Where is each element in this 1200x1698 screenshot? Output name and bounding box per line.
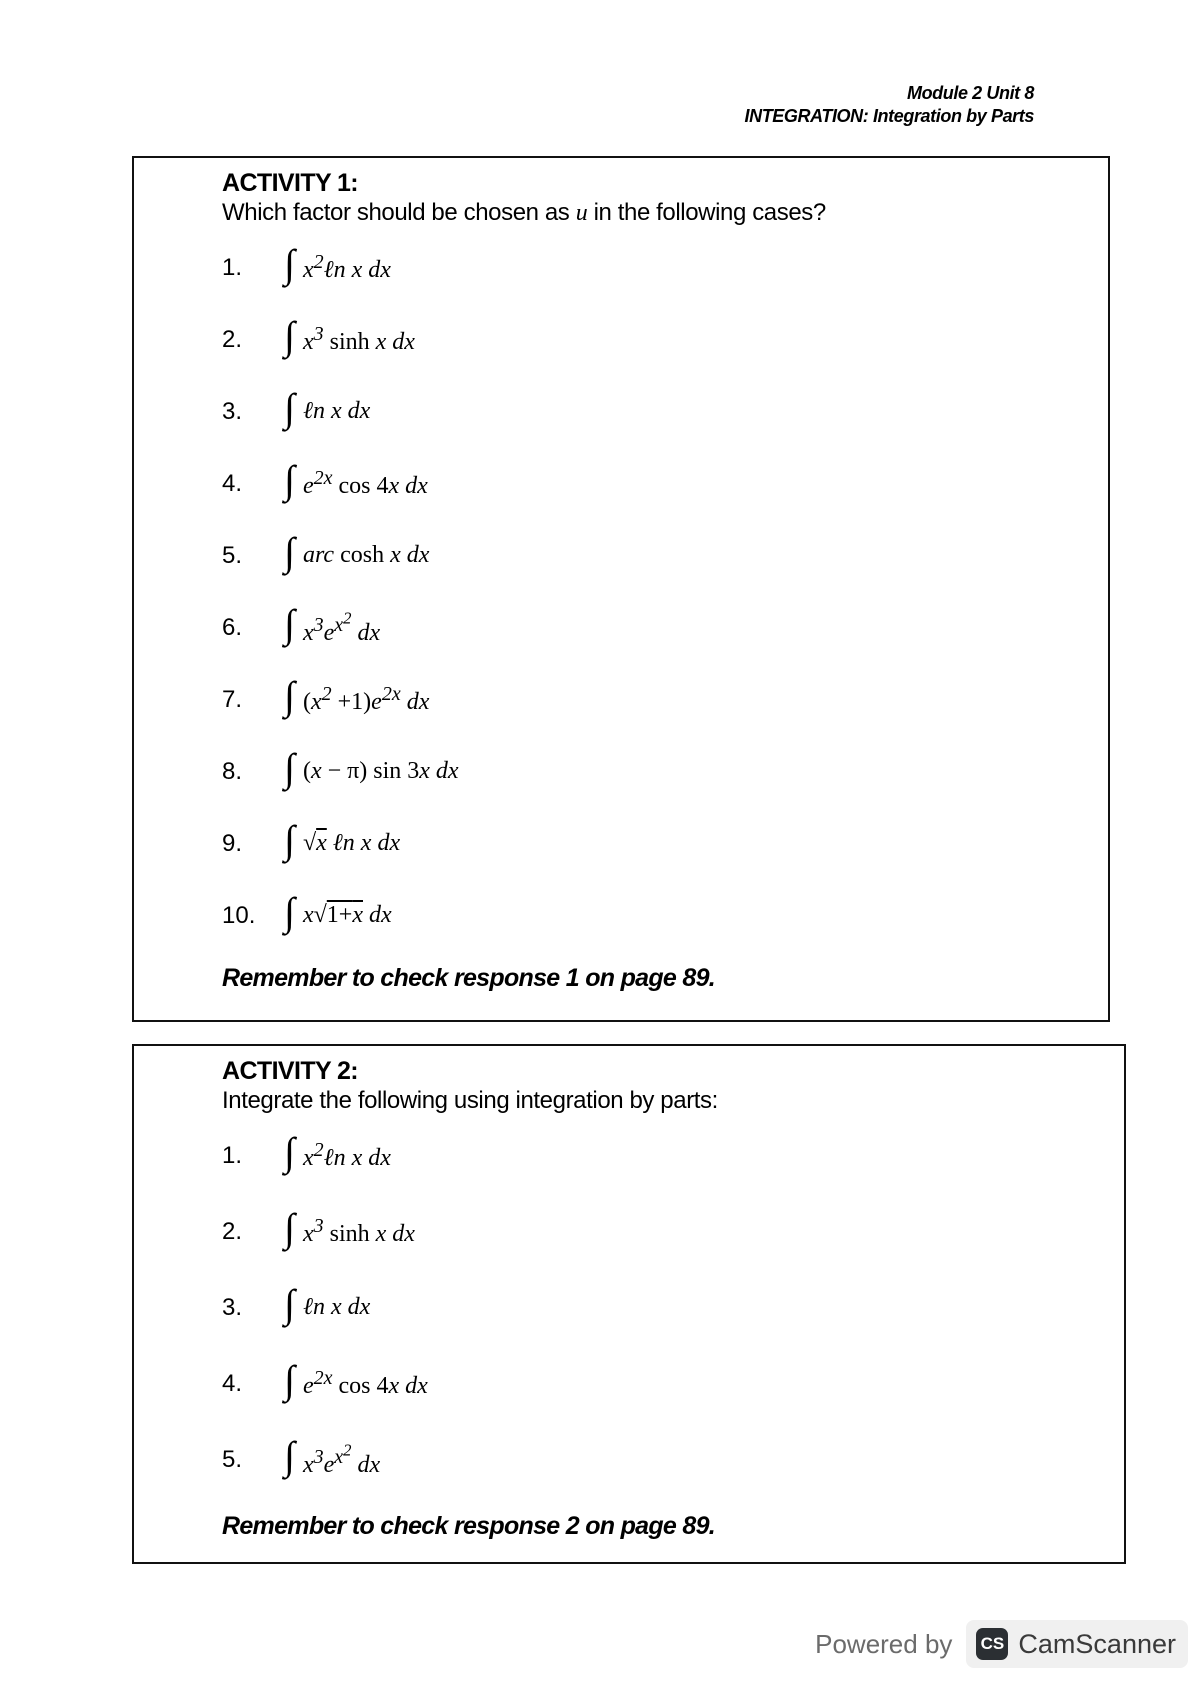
integral-expression bbox=[284, 386, 370, 433]
item-number: 7. bbox=[222, 686, 243, 713]
item-number: 8. bbox=[222, 758, 243, 785]
activity-1-reminder: Remember to check response 1 on page 89. bbox=[222, 964, 716, 992]
item-number: 3. bbox=[222, 1294, 243, 1321]
integral-item bbox=[222, 314, 1088, 386]
integral-sign: ∫ bbox=[284, 601, 295, 646]
instruction-text: in the following cases? bbox=[593, 199, 826, 226]
integral-sign: ∫ bbox=[284, 1281, 295, 1326]
integrand: ℓn x dx bbox=[302, 398, 371, 424]
integral-sign: ∫ bbox=[284, 457, 295, 502]
integral-sign: ∫ bbox=[284, 1205, 295, 1250]
integral-item bbox=[222, 386, 1088, 458]
integral-item bbox=[222, 674, 1088, 746]
integral-expression bbox=[284, 1282, 370, 1329]
integral-expression bbox=[284, 242, 391, 289]
item-number: 2. bbox=[222, 326, 243, 353]
item-number: 10. bbox=[222, 902, 256, 929]
camscanner-logo-icon: CS bbox=[976, 1628, 1008, 1660]
activity-1-title: ACTIVITY 1: bbox=[222, 169, 359, 197]
item-number: 3. bbox=[222, 398, 243, 425]
integral-sign: ∫ bbox=[284, 889, 295, 934]
integral-expression bbox=[284, 530, 429, 577]
instruction-variable: u bbox=[575, 200, 588, 226]
integral-item bbox=[222, 458, 1088, 530]
activity-1-box bbox=[132, 156, 1110, 1022]
activity-2-reminder: Remember to check response 2 on page 89. bbox=[222, 1512, 716, 1540]
integral-expression bbox=[284, 1358, 428, 1405]
integral-sign: ∫ bbox=[284, 1357, 295, 1402]
integrand: $e^{2x}$ cos 4x dx bbox=[302, 467, 428, 499]
instruction-text: Which factor should be chosen as bbox=[222, 199, 570, 226]
integrand: $x^2\ell n$ x dx bbox=[302, 251, 391, 283]
integrand: √x ℓn x dx bbox=[302, 830, 401, 856]
integrand: $e^{2x}$ cos 4x dx bbox=[302, 1367, 428, 1399]
integrand: $(x^2 +1)e^{2x}$ dx bbox=[302, 683, 430, 715]
integral-expression bbox=[284, 602, 380, 649]
integral-item bbox=[222, 530, 1088, 602]
page-header bbox=[745, 82, 1035, 128]
integral-item bbox=[222, 1434, 1104, 1510]
integral-expression bbox=[284, 314, 415, 361]
integrand: $x^3$ sinh x dx bbox=[302, 1215, 415, 1247]
item-number: 1. bbox=[222, 1142, 243, 1169]
integrand: arc cosh x dx bbox=[302, 542, 430, 568]
integral-item bbox=[222, 602, 1088, 674]
integral-sign: ∫ bbox=[284, 1129, 295, 1174]
integral-item bbox=[222, 242, 1088, 314]
integrand: $x^2\ell n$ x dx bbox=[302, 1139, 391, 1171]
item-number: 5. bbox=[222, 1446, 243, 1473]
powered-by-label: Powered by bbox=[815, 1628, 953, 1659]
integral-expression bbox=[284, 890, 392, 937]
camscanner-badge bbox=[966, 1620, 1188, 1668]
integral-sign: ∫ bbox=[284, 745, 295, 790]
integrand: x√1+x dx bbox=[302, 902, 392, 928]
topic-label: INTEGRATION: Integration by Parts bbox=[744, 106, 1034, 126]
integral-expression bbox=[284, 746, 459, 793]
integrand: $x^3$ sinh x dx bbox=[302, 323, 415, 355]
item-number: 2. bbox=[222, 1218, 243, 1245]
integral-expression bbox=[284, 818, 400, 865]
activity-1-items bbox=[222, 242, 1088, 962]
integrand: (x − π) sin 3x dx bbox=[302, 758, 459, 784]
integrand: $x^3e^{x^2}$ dx bbox=[302, 1440, 381, 1478]
integrand: $x^3e^{x^2}$ dx bbox=[302, 608, 381, 646]
integral-expression bbox=[284, 1130, 391, 1177]
activity-1-instruction bbox=[222, 198, 1088, 228]
integral-sign: ∫ bbox=[284, 529, 295, 574]
integral-sign: ∫ bbox=[284, 385, 295, 430]
integral-item bbox=[222, 1358, 1104, 1434]
integral-sign: ∫ bbox=[284, 313, 295, 358]
integral-item bbox=[222, 890, 1088, 962]
activity-2-items bbox=[222, 1130, 1104, 1510]
integral-expression bbox=[284, 458, 428, 505]
activity-2-title: ACTIVITY 2: bbox=[222, 1057, 359, 1085]
item-number: 1. bbox=[222, 254, 243, 281]
integral-item bbox=[222, 1206, 1104, 1282]
integral-sign: ∫ bbox=[284, 673, 295, 718]
integral-item bbox=[222, 746, 1088, 818]
integral-expression bbox=[284, 1206, 415, 1253]
item-number: 5. bbox=[222, 542, 243, 569]
item-number: 4. bbox=[222, 1370, 243, 1397]
item-number: 9. bbox=[222, 830, 243, 857]
activity-2-box bbox=[132, 1044, 1126, 1564]
integral-expression bbox=[284, 674, 429, 721]
item-number: 4. bbox=[222, 470, 243, 497]
integral-sign: ∫ bbox=[284, 817, 295, 862]
integral-sign: ∫ bbox=[284, 241, 295, 286]
integral-expression bbox=[284, 1434, 380, 1481]
camscanner-watermark bbox=[815, 1620, 1188, 1668]
item-number: 6. bbox=[222, 614, 243, 641]
activity-2-instruction: Integrate the following using integration by parts: bbox=[222, 1087, 718, 1114]
integral-sign: ∫ bbox=[284, 1433, 295, 1478]
module-unit-label: Module 2 Unit 8 bbox=[906, 83, 1034, 103]
camscanner-brand-name: CamScanner bbox=[1018, 1628, 1176, 1659]
integral-item bbox=[222, 1130, 1104, 1206]
integrand: ℓn x dx bbox=[302, 1294, 371, 1320]
integral-item bbox=[222, 1282, 1104, 1358]
integral-item bbox=[222, 818, 1088, 890]
